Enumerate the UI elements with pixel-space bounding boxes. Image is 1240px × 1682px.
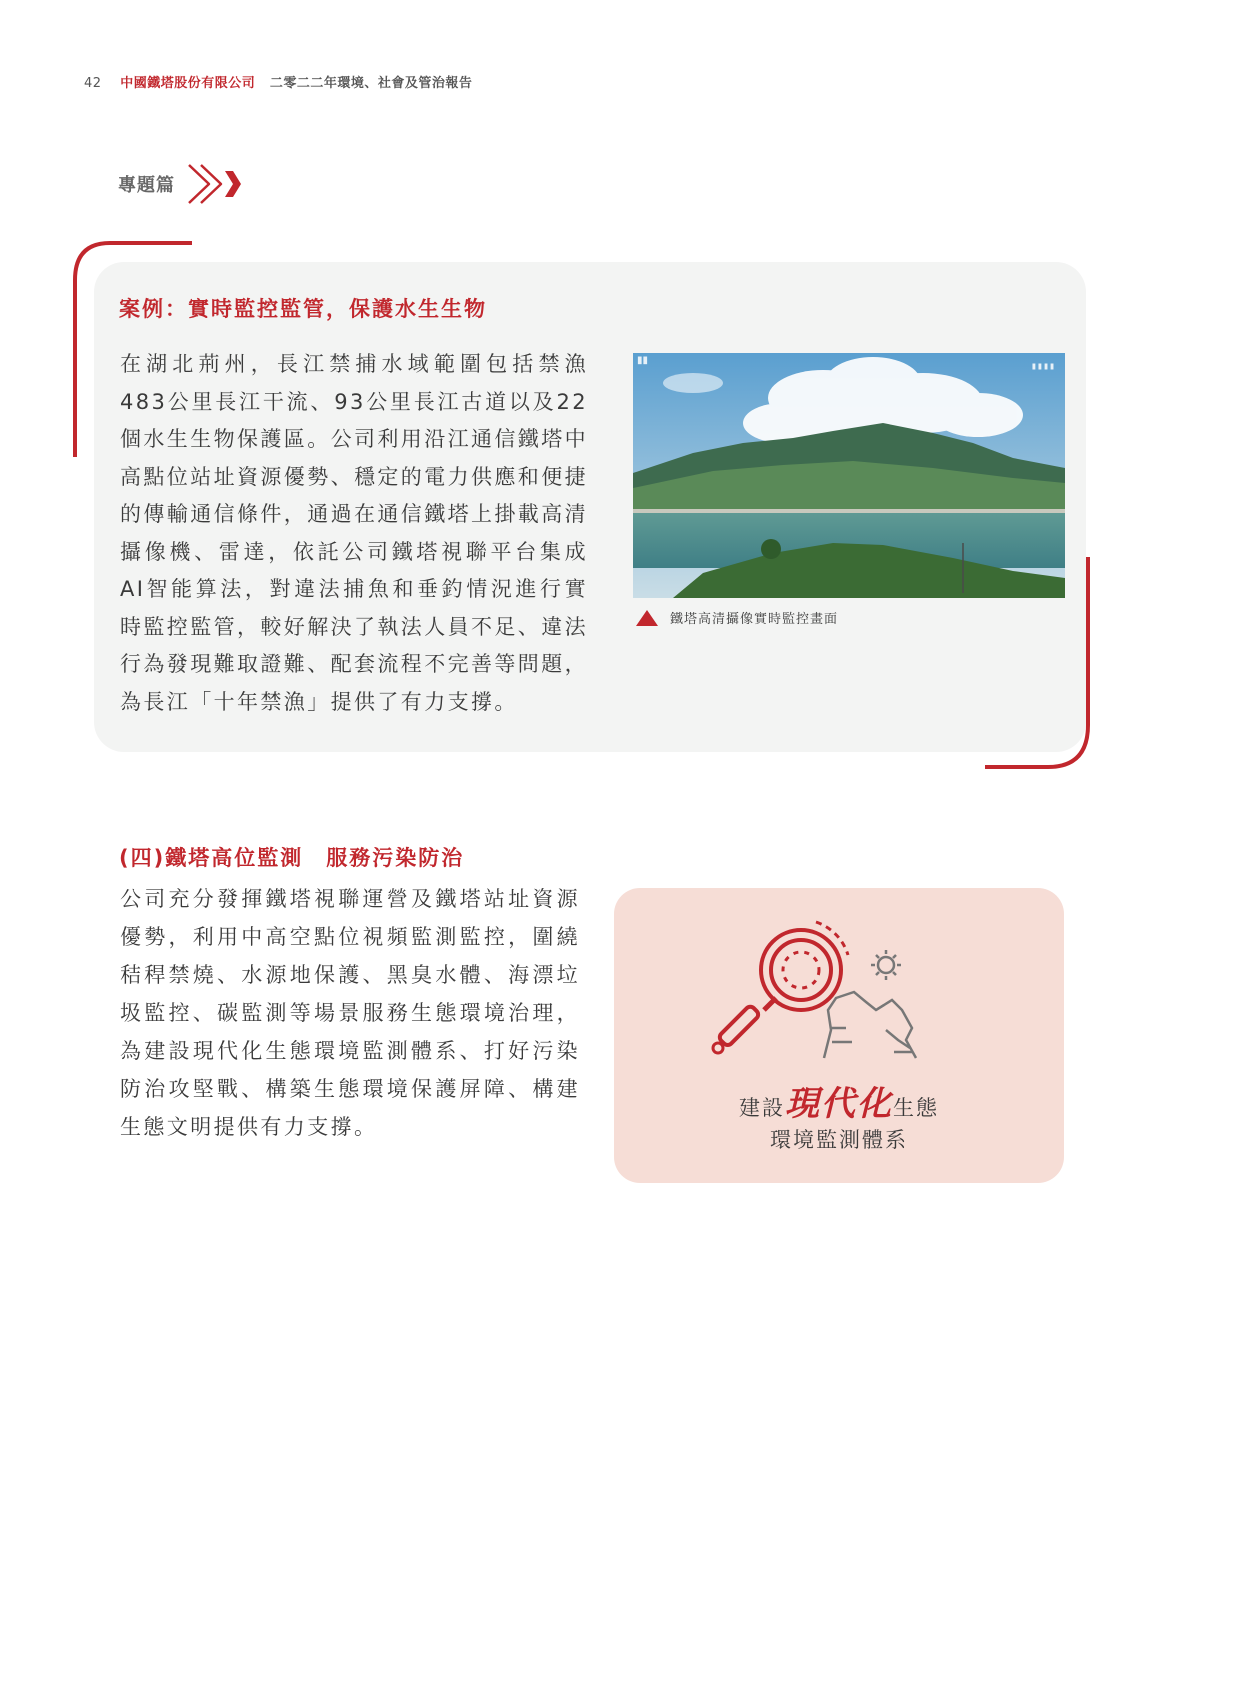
- page-header: [84, 72, 472, 91]
- promo-prefix: 建設: [739, 1096, 785, 1120]
- promo-line-2: 環境監測體系: [770, 1128, 908, 1152]
- camera-label: ▮▮: [637, 355, 649, 366]
- triangle-marker-icon: [636, 610, 658, 626]
- promo-card: [614, 888, 1064, 1183]
- report-title: 二零二二年環境、社會及管治報告: [269, 76, 473, 91]
- subsection-title: (四)鐵塔高位監測 服務污染防治: [119, 846, 465, 870]
- photo-caption: [636, 608, 838, 627]
- promo-suffix: 生態: [893, 1096, 939, 1120]
- section-label: 專題篇: [118, 175, 175, 196]
- section-tag: [118, 162, 245, 206]
- camera-timestamp: ▮▮▮▮: [1030, 361, 1055, 372]
- promo-emphasis: 現代化: [785, 1084, 893, 1124]
- double-chevron-icon: [185, 162, 245, 206]
- case-body: 在湖北荊州，長江禁捕水域範圍包括禁漁483公里長江干流、93公里長江古道以及22個水生生物保護區。公司利用沿江通信鐵塔中高點位站址資源優勢、穩定的電力供應和便捷的傳輸通信條件，通過在通信鐵塔上掛載高清攝像機、雷達，依託公司鐵塔視聯平台集成AI智能算法，對違法捕魚和垂釣情況進行實時監控監管，較好解決了執法人員不足、違法行為發現難取證難、配套流程不完善等問題，為長江「十年禁漁」提供了有力支撐。: [120, 352, 588, 714]
- monitoring-photo: [633, 353, 1065, 598]
- promo-line-1: [614, 1076, 1064, 1125]
- page-number: 42: [84, 76, 102, 91]
- photo-caption-text: 鐵塔高清攝像實時監控畫面: [670, 612, 839, 627]
- river-landscape-image: [633, 353, 1065, 598]
- company-name: 中國鐵塔股份有限公司: [120, 76, 256, 91]
- magnifier-mountain-icon: [706, 910, 936, 1060]
- case-title: 案例：實時監控監管，保護水生生物: [119, 297, 487, 321]
- subsection-body: 公司充分發揮鐵塔視聯運營及鐵塔站址資源優勢，利用中高空點位視頻監測監控，圍繞秸稈禁燒、水源地保護、黑臭水體、海漂垃圾監控、碳監測等場景服務生態環境治理，為建設現代化生態環境監測體系、打好污染防治攻堅戰、構築生態環境保護屏障、構建生態文明提供有力支撐。: [120, 887, 580, 1139]
